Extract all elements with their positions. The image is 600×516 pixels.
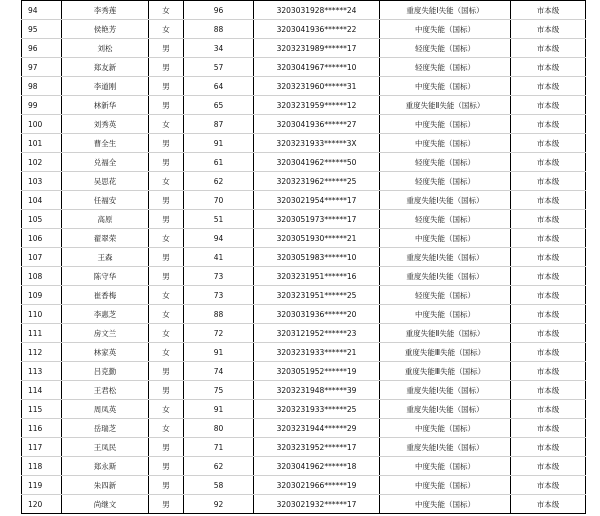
id-number-cell: 3203041936******27 [254,115,380,134]
table-row [22,210,586,229]
sex-cell: 女 [149,305,184,324]
row-number-cell: 98 [22,77,62,96]
table-row [22,495,586,514]
age-cell: 64 [184,77,254,96]
table-row [22,96,586,115]
jurisdiction-cell: 市本级 [511,210,586,229]
sex-cell: 男 [149,191,184,210]
age-cell: 92 [184,495,254,514]
disability-level-cell: 轻度失能（国标） [380,286,511,305]
sex-cell: 男 [149,438,184,457]
sex-cell: 男 [149,96,184,115]
disability-level-cell: 中度失能（国标） [380,457,511,476]
name-cell: 侯艳芳 [62,20,149,39]
row-number-cell: 106 [22,229,62,248]
jurisdiction-cell: 市本级 [511,362,586,381]
name-cell: 兑福全 [62,153,149,172]
row-number-cell: 116 [22,419,62,438]
row-number-cell: 102 [22,153,62,172]
row-number-cell: 99 [22,96,62,115]
name-cell: 吴思花 [62,172,149,191]
name-cell: 李道刚 [62,77,149,96]
row-number-cell: 118 [22,457,62,476]
table-row [22,229,586,248]
sex-cell: 男 [149,381,184,400]
name-cell: 郑永斯 [62,457,149,476]
table-row [22,305,586,324]
row-number-cell: 110 [22,305,62,324]
id-number-cell: 3203231933******25 [254,400,380,419]
row-number-cell: 115 [22,400,62,419]
jurisdiction-cell: 市本级 [511,495,586,514]
jurisdiction-cell: 市本级 [511,248,586,267]
jurisdiction-cell: 市本级 [511,305,586,324]
table-row [22,39,586,58]
disability-level-cell: 中度失能（国标） [380,229,511,248]
age-cell: 71 [184,438,254,457]
id-number-cell: 3203231959******12 [254,96,380,115]
name-cell: 吕克勤 [62,362,149,381]
row-number-cell: 117 [22,438,62,457]
sex-cell: 男 [149,77,184,96]
id-number-cell: 3203041962******18 [254,457,380,476]
age-cell: 80 [184,419,254,438]
sex-cell: 女 [149,172,184,191]
row-number-cell: 119 [22,476,62,495]
sex-cell: 男 [149,362,184,381]
id-number-cell: 3203231948******39 [254,381,380,400]
age-cell: 96 [184,1,254,20]
id-number-cell: 3203121952******23 [254,324,380,343]
name-cell: 周凤英 [62,400,149,419]
age-cell: 72 [184,324,254,343]
table-row [22,248,586,267]
row-number-cell: 108 [22,267,62,286]
disability-level-cell: 重度失能Ⅲ失能（国标） [380,362,511,381]
jurisdiction-cell: 市本级 [511,20,586,39]
id-number-cell: 3203031936******20 [254,305,380,324]
disability-level-cell: 重度失能Ⅱ失能（国标） [380,324,511,343]
id-number-cell: 3203231933******3X [254,134,380,153]
table-row [22,457,586,476]
table-row [22,286,586,305]
age-cell: 62 [184,457,254,476]
age-cell: 73 [184,267,254,286]
row-number-cell: 120 [22,495,62,514]
age-cell: 87 [184,115,254,134]
sex-cell: 男 [149,495,184,514]
age-cell: 34 [184,39,254,58]
sex-cell: 女 [149,229,184,248]
name-cell: 崔香梅 [62,286,149,305]
row-number-cell: 101 [22,134,62,153]
disability-level-cell: 重度失能Ⅰ失能（国标） [380,400,511,419]
name-cell: 王君松 [62,381,149,400]
jurisdiction-cell: 市本级 [511,58,586,77]
disability-level-cell: 中度失能（国标） [380,419,511,438]
id-number-cell: 3203231989******17 [254,39,380,58]
assessment-table-sheet [21,0,585,516]
disability-level-cell: 重度失能Ⅰ失能（国标） [380,267,511,286]
jurisdiction-cell: 市本级 [511,229,586,248]
table-row [22,172,586,191]
id-number-cell: 3203051930******21 [254,229,380,248]
age-cell: 94 [184,229,254,248]
name-cell: 任福安 [62,191,149,210]
name-cell: 翟翠荣 [62,229,149,248]
jurisdiction-cell: 市本级 [511,153,586,172]
jurisdiction-cell: 市本级 [511,457,586,476]
sex-cell: 女 [149,115,184,134]
name-cell: 岳瑞芝 [62,419,149,438]
sex-cell: 男 [149,457,184,476]
disability-level-cell: 中度失能（国标） [380,476,511,495]
jurisdiction-cell: 市本级 [511,343,586,362]
table-row [22,362,586,381]
disability-level-cell: 轻度失能（国标） [380,172,511,191]
disability-level-cell: 重度失能Ⅰ失能（国标） [380,1,511,20]
id-number-cell: 3203051983******10 [254,248,380,267]
jurisdiction-cell: 市本级 [511,96,586,115]
age-cell: 91 [184,343,254,362]
age-cell: 74 [184,362,254,381]
name-cell: 李秀莲 [62,1,149,20]
table-row [22,381,586,400]
id-number-cell: 3203231952******17 [254,438,380,457]
sex-cell: 男 [149,39,184,58]
jurisdiction-cell: 市本级 [511,476,586,495]
age-cell: 51 [184,210,254,229]
age-cell: 61 [184,153,254,172]
row-number-cell: 95 [22,20,62,39]
jurisdiction-cell: 市本级 [511,438,586,457]
id-number-cell: 3203231951******16 [254,267,380,286]
name-cell: 高原 [62,210,149,229]
row-number-cell: 111 [22,324,62,343]
sex-cell: 男 [149,58,184,77]
jurisdiction-cell: 市本级 [511,191,586,210]
table-row [22,191,586,210]
name-cell: 王凤民 [62,438,149,457]
row-number-cell: 113 [22,362,62,381]
table-row [22,267,586,286]
row-number-cell: 96 [22,39,62,58]
disability-level-cell: 重度失能Ⅰ失能（国标） [380,381,511,400]
row-number-cell: 94 [22,1,62,20]
row-number-cell: 107 [22,248,62,267]
row-number-cell: 114 [22,381,62,400]
sex-cell: 女 [149,419,184,438]
disability-level-cell: 重度失能Ⅱ失能（国标） [380,96,511,115]
sex-cell: 女 [149,286,184,305]
id-number-cell: 3203031928******24 [254,1,380,20]
disability-level-cell: 中度失能（国标） [380,495,511,514]
disability-level-cell: 中度失能（国标） [380,77,511,96]
jurisdiction-cell: 市本级 [511,77,586,96]
row-number-cell: 105 [22,210,62,229]
name-cell: 林家英 [62,343,149,362]
id-number-cell: 3203041936******22 [254,20,380,39]
jurisdiction-cell: 市本级 [511,381,586,400]
table-row [22,400,586,419]
age-cell: 58 [184,476,254,495]
row-number-cell: 109 [22,286,62,305]
name-cell: 郑友新 [62,58,149,77]
name-cell: 陈守华 [62,267,149,286]
age-cell: 73 [184,286,254,305]
row-number-cell: 100 [22,115,62,134]
age-cell: 57 [184,58,254,77]
table-row [22,153,586,172]
sex-cell: 女 [149,400,184,419]
name-cell: 王森 [62,248,149,267]
sex-cell: 男 [149,153,184,172]
id-number-cell: 3203051952******19 [254,362,380,381]
table-row [22,438,586,457]
row-number-cell: 112 [22,343,62,362]
name-cell: 李惠芝 [62,305,149,324]
sex-cell: 男 [149,210,184,229]
id-number-cell: 3203231944******29 [254,419,380,438]
age-cell: 75 [184,381,254,400]
disability-level-cell: 中度失能（国标） [380,134,511,153]
id-number-cell: 3203051973******17 [254,210,380,229]
sex-cell: 男 [149,248,184,267]
name-cell: 曹全生 [62,134,149,153]
id-number-cell: 3203231951******25 [254,286,380,305]
row-number-cell: 97 [22,58,62,77]
name-cell: 尚继文 [62,495,149,514]
disability-level-cell: 轻度失能（国标） [380,58,511,77]
jurisdiction-cell: 市本级 [511,39,586,58]
table-row [22,476,586,495]
disability-level-cell: 轻度失能（国标） [380,210,511,229]
jurisdiction-cell: 市本级 [511,115,586,134]
name-cell: 刘松 [62,39,149,58]
jurisdiction-cell: 市本级 [511,400,586,419]
jurisdiction-cell: 市本级 [511,172,586,191]
disability-level-cell: 重度失能Ⅲ失能（国标） [380,343,511,362]
disability-level-cell: 重度失能Ⅰ失能（国标） [380,438,511,457]
table-row [22,324,586,343]
id-number-cell: 3203231960******31 [254,77,380,96]
disability-level-cell: 中度失能（国标） [380,20,511,39]
table-row [22,58,586,77]
table-row [22,343,586,362]
jurisdiction-cell: 市本级 [511,419,586,438]
jurisdiction-cell: 市本级 [511,134,586,153]
jurisdiction-cell: 市本级 [511,267,586,286]
sex-cell: 男 [149,476,184,495]
age-cell: 70 [184,191,254,210]
jurisdiction-cell: 市本级 [511,286,586,305]
sex-cell: 女 [149,324,184,343]
sex-cell: 女 [149,343,184,362]
sex-cell: 女 [149,1,184,20]
table-row [22,419,586,438]
id-number-cell: 3203041962******50 [254,153,380,172]
jurisdiction-cell: 市本级 [511,324,586,343]
assessment-table [21,0,586,514]
disability-level-cell: 轻度失能（国标） [380,39,511,58]
id-number-cell: 3203231962******25 [254,172,380,191]
age-cell: 91 [184,400,254,419]
id-number-cell: 3203041967******10 [254,58,380,77]
disability-level-cell: 中度失能（国标） [380,305,511,324]
name-cell: 刘秀英 [62,115,149,134]
id-number-cell: 3203021954******17 [254,191,380,210]
name-cell: 林新华 [62,96,149,115]
table-body [22,1,586,514]
name-cell: 朱四新 [62,476,149,495]
id-number-cell: 3203021966******19 [254,476,380,495]
age-cell: 62 [184,172,254,191]
sex-cell: 男 [149,134,184,153]
row-number-cell: 103 [22,172,62,191]
age-cell: 91 [184,134,254,153]
disability-level-cell: 轻度失能（国标） [380,153,511,172]
age-cell: 88 [184,20,254,39]
row-number-cell: 104 [22,191,62,210]
table-row [22,134,586,153]
disability-level-cell: 重度失能Ⅰ失能（国标） [380,248,511,267]
sex-cell: 女 [149,20,184,39]
id-number-cell: 3203021932******17 [254,495,380,514]
jurisdiction-cell: 市本级 [511,1,586,20]
table-row [22,77,586,96]
age-cell: 65 [184,96,254,115]
disability-level-cell: 中度失能（国标） [380,115,511,134]
table-row [22,20,586,39]
sex-cell: 男 [149,267,184,286]
name-cell: 房文兰 [62,324,149,343]
age-cell: 41 [184,248,254,267]
table-row [22,1,586,20]
id-number-cell: 3203231933******21 [254,343,380,362]
table-row [22,115,586,134]
disability-level-cell: 重度失能Ⅰ失能（国标） [380,191,511,210]
age-cell: 88 [184,305,254,324]
